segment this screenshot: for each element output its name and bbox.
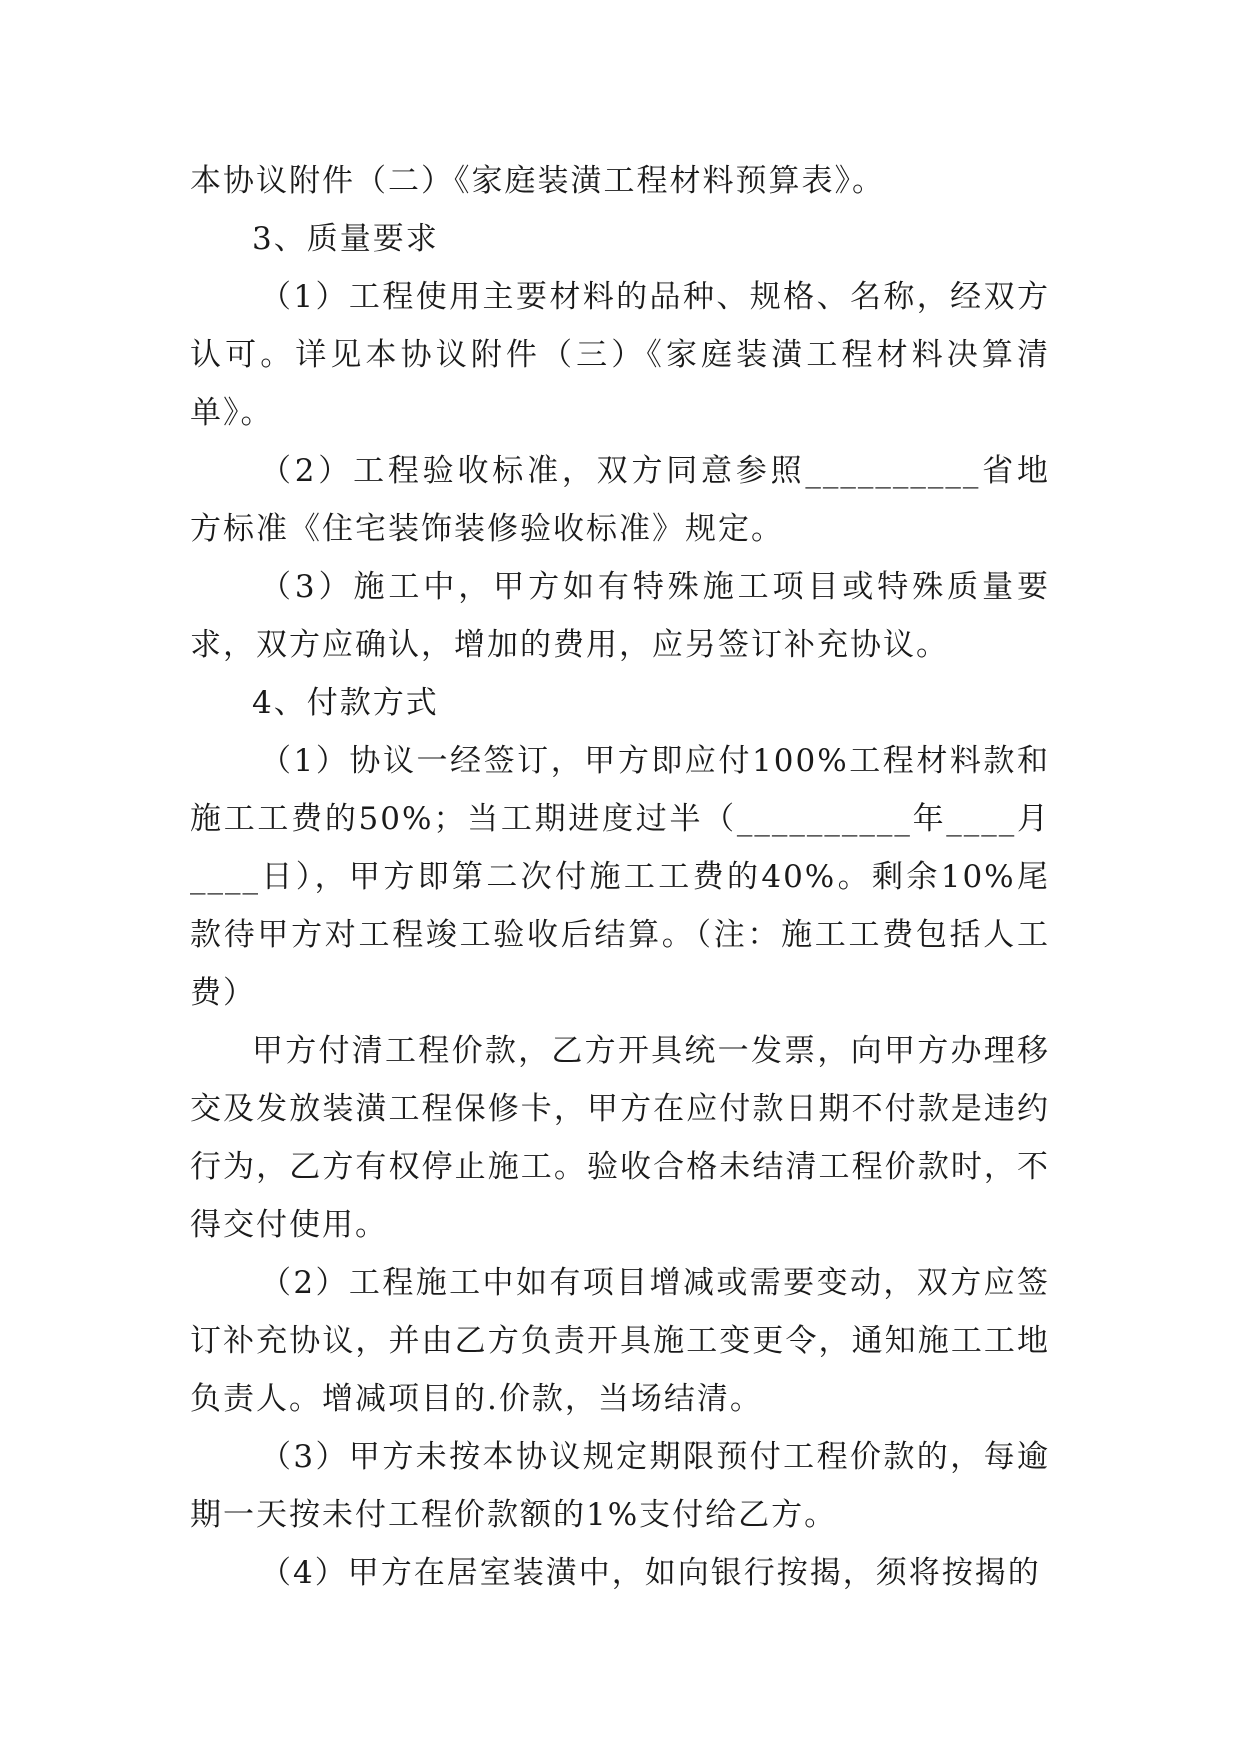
paragraph-payment-item-2: （2）工程施工中如有项目增减或需要变动，双方应签订补充协议，并由乙方负责开具施工变更令，通知施工工地负责人。增减项目的.价款，当场结清。 <box>190 1265 1050 1417</box>
paragraph-payment-settlement: 甲方付清工程价款，乙方开具统一发票，向甲方办理移交及发放装潢工程保修卡，甲方在应付款日期不付款是违约行为，乙方有权停止施工。验收合格未结清工程价款时，不得交付使用。 <box>190 1033 1050 1243</box>
paragraph-payment-item-4: （4）甲方在居室装潢中，如向银行按揭，须将按揭的 <box>260 1555 1041 1591</box>
paragraph-quality-item-3: （3）施工中，甲方如有特殊施工项目或特殊质量要求，双方应确认，增加的费用，应另签订补充协议。 <box>190 569 1050 663</box>
heading-quality-requirements: 3、质量要求 <box>252 221 439 257</box>
document-body <box>190 152 1050 1602</box>
paragraph-attachment-two: 本协议附件（二）《家庭装潢工程材料预算表》。 <box>190 163 885 199</box>
heading-payment-method: 4、付款方式 <box>252 685 439 721</box>
paragraph-quality-item-2: （2）工程验收标准，双方同意参照__________省地方标准《住宅装饰装修验收标准》规定。 <box>190 453 1050 547</box>
paragraph-payment-item-1: （1）协议一经签订，甲方即应付100%工程材料款和施工工费的50%；当工期进度过半（__________年____月____日），甲方即第二次付施工工费的40%。剩余10%尾款待甲方对工程竣工验收后结算。（注：施工工费包括人工费） <box>190 743 1050 1011</box>
paragraph-quality-item-1: （1）工程使用主要材料的品种、规格、名称，经双方认可。详见本协议附件（三）《家庭装潢工程材料决算清单》。 <box>190 279 1050 431</box>
paragraph-payment-item-3: （3）甲方未按本协议规定期限预付工程价款的，每逾期一天按未付工程价款额的1%支付给乙方。 <box>190 1439 1050 1533</box>
